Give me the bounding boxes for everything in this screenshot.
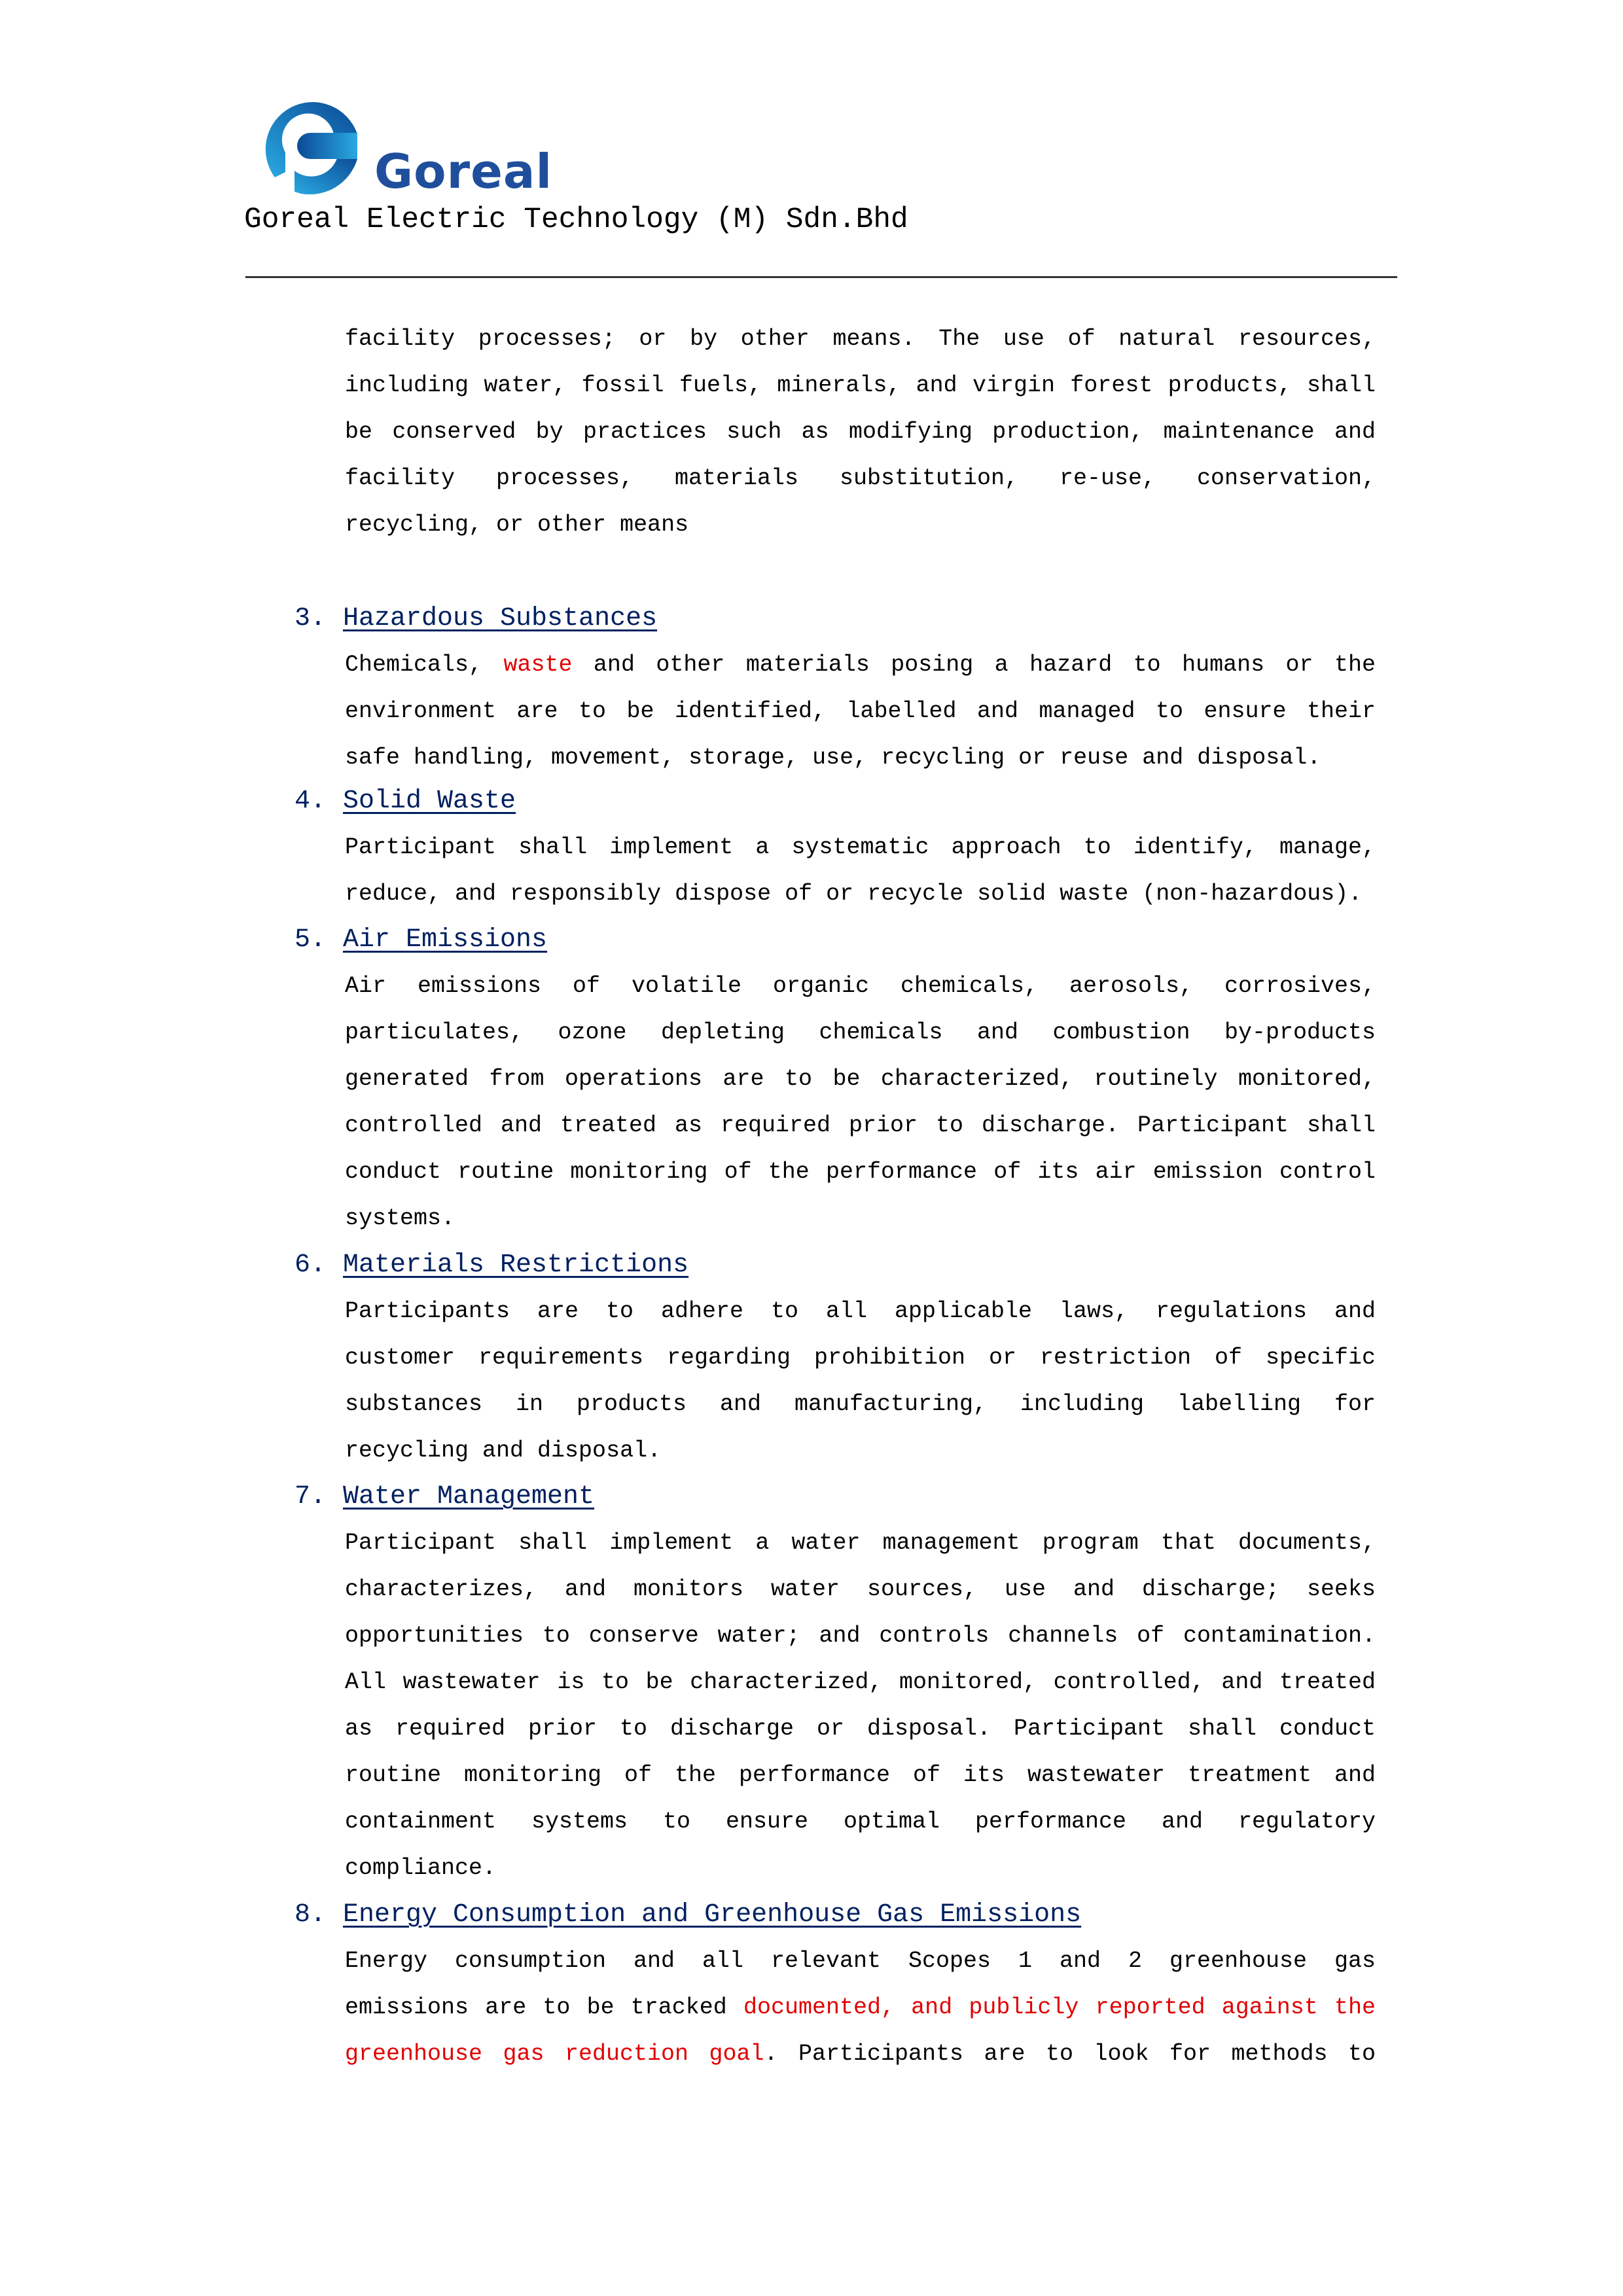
body-text: reduce, and responsibly dispose of or recycle solid waste (non-hazardous).: [345, 881, 1363, 907]
body-text: facility processes, materials substitution, re-use, conservation,: [345, 465, 1376, 491]
section-paragraph-line: [345, 1520, 1376, 1566]
section-number: 8.: [294, 1900, 327, 1930]
section-heading: Energy Consumption and Greenhouse Gas Emissions: [343, 1900, 1082, 1930]
section-paragraph-line: [345, 1566, 1376, 1613]
section-paragraph-line: [345, 1195, 1376, 1242]
body-text: as required prior to discharge or disposal. Participant shall conduct: [345, 1716, 1376, 1742]
section-paragraph-line: [345, 735, 1376, 781]
section-paragraph-line: [345, 1428, 1376, 1474]
section-number: 3.: [294, 604, 327, 633]
section-paragraph-line: [345, 1149, 1376, 1195]
section-paragraph-line: [345, 1752, 1376, 1799]
section-paragraph-line: [345, 1985, 1376, 2031]
intro-paragraph-line: [345, 409, 1376, 455]
section-paragraph-line: [345, 1056, 1376, 1103]
body-text: All wastewater is to be characterized, monitored, controlled, and treated: [345, 1669, 1376, 1695]
section-paragraph-line: [345, 2031, 1376, 2077]
body-text: conduct routine monitoring of the performance of its air emission control: [345, 1159, 1376, 1185]
body-text: compliance.: [345, 1855, 497, 1881]
body-text: routine monitoring of the performance of its wastewater treatment and: [345, 1762, 1376, 1788]
highlighted-text: documented, and publicly reported against the: [743, 1994, 1376, 2021]
section-paragraph-line: [345, 642, 1376, 688]
body-text: Chemicals,: [345, 652, 504, 678]
section-heading: Materials Restrictions: [343, 1250, 689, 1280]
section-paragraph-line: [345, 1381, 1376, 1428]
section-paragraph-line: [345, 871, 1376, 917]
section-heading: Solid Waste: [343, 786, 516, 816]
section-paragraph-line: [345, 1845, 1376, 1892]
goreal-wordmark: Goreal: [374, 144, 553, 199]
highlighted-text: greenhouse gas reduction goal: [345, 2041, 764, 2067]
body-text: including water, fossil fuels, minerals, and virgin forest products, shall: [345, 372, 1376, 398]
section-paragraph-line: [345, 1613, 1376, 1659]
body-text: Air emissions of volatile organic chemicals, aerosols, corrosives,: [345, 973, 1376, 999]
intro-paragraph-line: [345, 362, 1376, 409]
section-paragraph-line: [345, 688, 1376, 735]
section-number: 4.: [294, 786, 327, 816]
section-number: 7.: [294, 1482, 327, 1511]
body-text: Participant shall implement a water management program that documents,: [345, 1530, 1376, 1556]
section-paragraph-line: [345, 1335, 1376, 1381]
body-text: . Participants are to look for methods to: [764, 2041, 1376, 2067]
section-heading: Hazardous Substances: [343, 604, 658, 633]
body-text: facility processes; or by other means. The use of natural resources,: [345, 326, 1376, 352]
body-text: generated from operations are to be characterized, routinely monitored,: [345, 1066, 1376, 1092]
section-paragraph-line: [345, 1799, 1376, 1845]
body-text: opportunities to conserve water; and controls channels of contamination.: [345, 1623, 1376, 1649]
section-number: 6.: [294, 1250, 327, 1280]
section-heading: Water Management: [343, 1482, 595, 1511]
body-text: customer requirements regarding prohibition or restriction of specific: [345, 1345, 1376, 1371]
intro-paragraph-line: [345, 502, 1376, 548]
highlighted-text: waste: [503, 652, 573, 678]
section-paragraph-line: [345, 1010, 1376, 1056]
body-text: safe handling, movement, storage, use, recycling or reuse and disposal.: [345, 745, 1321, 771]
section-paragraph-line: [345, 1103, 1376, 1149]
body-text: substances in products and manufacturing, including labelling for: [345, 1391, 1376, 1417]
body-text: characterizes, and monitors water sources, use and discharge; seeks: [345, 1576, 1376, 1602]
body-text: Participant shall implement a systematic approach to identify, manage,: [345, 834, 1376, 860]
body-text: particulates, ozone depleting chemicals and combustion by-products: [345, 1019, 1376, 1046]
header-divider: [245, 276, 1397, 278]
body-text: emissions are to be tracked: [345, 1994, 743, 2021]
body-text: recycling and disposal.: [345, 1438, 662, 1464]
body-text: and other materials posing a hazard to humans or the: [572, 652, 1376, 678]
section-paragraph-line: [345, 1288, 1376, 1335]
section-paragraph-line: [345, 824, 1376, 871]
body-text: Energy consumption and all relevant Scopes 1 and 2 greenhouse gas: [345, 1948, 1376, 1974]
section-paragraph-line: [345, 963, 1376, 1010]
goreal-logo-icon: [260, 95, 360, 194]
section-heading: Air Emissions: [343, 925, 548, 955]
company-name: Goreal Electric Technology (M) Sdn.Bhd: [244, 203, 908, 236]
body-text: containment systems to ensure optimal performance and regulatory: [345, 1809, 1376, 1835]
body-text: recycling, or other means: [345, 512, 689, 538]
body-text: systems.: [345, 1205, 455, 1231]
body-text: be conserved by practices such as modifying production, maintenance and: [345, 419, 1376, 445]
body-text: environment are to be identified, labelled and managed to ensure their: [345, 698, 1376, 724]
body-text: controlled and treated as required prior to discharge. Participant shall: [345, 1112, 1376, 1139]
section-number: 5.: [294, 925, 327, 955]
intro-paragraph-line: [345, 316, 1376, 362]
section-paragraph-line: [345, 1659, 1376, 1706]
section-paragraph-line: [345, 1938, 1376, 1985]
section-paragraph-line: [345, 1706, 1376, 1752]
body-text: Participants are to adhere to all applicable laws, regulations and: [345, 1298, 1376, 1324]
intro-paragraph-line: [345, 455, 1376, 502]
